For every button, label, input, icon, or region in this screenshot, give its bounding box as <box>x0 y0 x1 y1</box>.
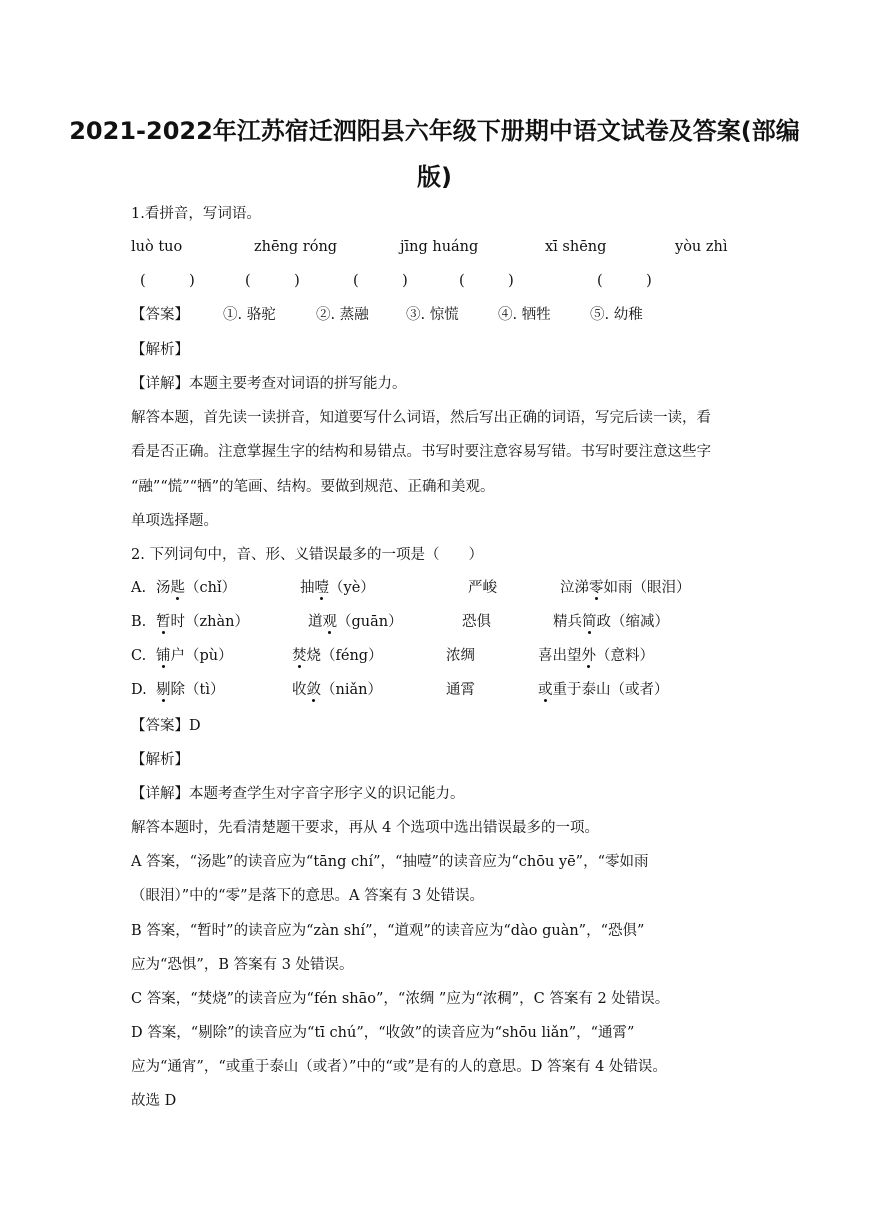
option-b-item-2: 道观（guān） <box>308 614 403 630</box>
option-c-label: C. <box>131 648 147 664</box>
option-a-item-3: 严峻 <box>468 580 497 596</box>
q2-explain-d-line-1: D 答案，“剔除”的读音应为“tī chú”，“收敛”的读音应为“shōu liǎn”，“通霄” <box>131 1025 635 1041</box>
blank-5: ( ) <box>597 273 652 289</box>
option-b-item-3: 恐俱 <box>462 614 491 630</box>
q1-para-line-3: “融”“慌”“牺”的笔画、结构。要做到规范、正确和美观。 <box>131 479 495 495</box>
pinyin-4: xī shēng <box>545 239 607 255</box>
q1-answer-4: ④. 牺牲 <box>498 307 551 323</box>
section-label: 单项选择题。 <box>131 513 218 529</box>
q1-para-line-1: 解答本题，首先读一读拼音，知道要写什么词语，然后写出正确的词语，写完后读一读，看 <box>131 410 711 426</box>
q1-detail: 【详解】本题主要考查对词语的拼写能力。 <box>131 376 407 392</box>
q2-conclusion: 故选 D <box>131 1093 177 1109</box>
q1-answer-5: ⑤. 幼稚 <box>590 307 643 323</box>
q2-explain-d-line-2: 应为“通宵”，“或重于泰山（或者）”中的“或”是有的人的意思。D 答案有 4 处错误。 <box>131 1059 667 1075</box>
option-d-item-4: 或重于泰山（或者） <box>538 682 669 698</box>
blank-2: ( ) <box>245 273 300 289</box>
document-title: 2021-2022年江苏宿迁泗阳县六年级下册期中语文试卷及答案(部编版) <box>69 117 800 191</box>
option-c-item-3: 浓绸 <box>446 648 475 664</box>
q1-stem: 1.看拼音，写词语。 <box>131 206 261 222</box>
option-b-label: B. <box>131 614 147 630</box>
q1-para-line-2: 看是否正确。注意掌握生字的结构和易错点。书写时要注意容易写错。书写时要注意这些字 <box>131 444 711 460</box>
blank-1: ( ) <box>140 273 195 289</box>
q2-intro: 解答本题时，先看清楚题干要求，再从 4 个选项中选出错误最多的一项。 <box>131 820 599 836</box>
q2-detail: 【详解】本题考查学生对字音字形字义的识记能力。 <box>131 786 465 802</box>
pinyin-3: jīng huáng <box>400 239 479 255</box>
option-c-item-4: 喜出望外（意料） <box>538 648 654 664</box>
q1-answer-label: 【答案】 <box>131 307 189 323</box>
option-b-item-4: 精兵简政（缩减） <box>553 614 669 630</box>
option-d-item-2: 收敛（niǎn） <box>292 682 382 698</box>
option-d-item-1: 剔除（tì） <box>156 682 225 698</box>
option-c-item-1: 铺户（pù） <box>156 648 233 664</box>
q2-explain-a-line-1: A 答案，“汤匙”的读音应为“tāng chí”，“抽噎”的读音应为“chōu yē”，“零如雨 <box>131 854 649 870</box>
option-a-item-4: 泣涕零如雨（眼泪） <box>560 580 691 596</box>
pinyin-2: zhēng róng <box>254 239 338 255</box>
q1-answer-3: ③. 惊慌 <box>406 307 459 323</box>
q2-explain-c-line-1: C 答案，“焚烧”的读音应为“fén shāo”，“浓绸 ”应为“浓稠”，C 答案有 2 处错误。 <box>131 991 670 1007</box>
q1-answer-2: ②. 蒸融 <box>316 307 369 323</box>
q2-stem: 2. 下列词句中，音、形、义错误最多的一项是（ ） <box>131 547 483 563</box>
q1-answer-1: ①. 骆驼 <box>223 307 276 323</box>
q1-analysis-label: 【解析】 <box>131 342 189 358</box>
option-a-item-2: 抽噎（yè） <box>300 580 375 596</box>
q2-explain-b-line-2: 应为“恐惧”，B 答案有 3 处错误。 <box>131 957 354 973</box>
option-a-item-1: 汤匙（chǐ） <box>156 580 237 596</box>
blank-4: ( ) <box>459 273 514 289</box>
q2-analysis-label: 【解析】 <box>131 752 189 768</box>
pinyin-5: yòu zhì <box>675 239 728 255</box>
q2-explain-b-line-1: B 答案，“暂时”的读音应为“zàn shí”，“道观”的读音应为“dào guàn”，“恐俱” <box>131 923 645 939</box>
pinyin-1: luò tuo <box>131 239 183 255</box>
option-b-item-1: 暂时（zhàn） <box>156 614 249 630</box>
option-c-item-2: 焚烧（féng） <box>292 648 383 664</box>
q2-answer: 【答案】D <box>131 718 201 734</box>
option-a-label: A. <box>131 580 147 596</box>
q2-explain-a-line-2: （眼泪）”中的“零”是落下的意思。A 答案有 3 处错误。 <box>131 888 485 904</box>
blank-3: ( ) <box>353 273 408 289</box>
option-d-item-3: 通霄 <box>446 682 475 698</box>
option-d-label: D. <box>131 682 147 698</box>
